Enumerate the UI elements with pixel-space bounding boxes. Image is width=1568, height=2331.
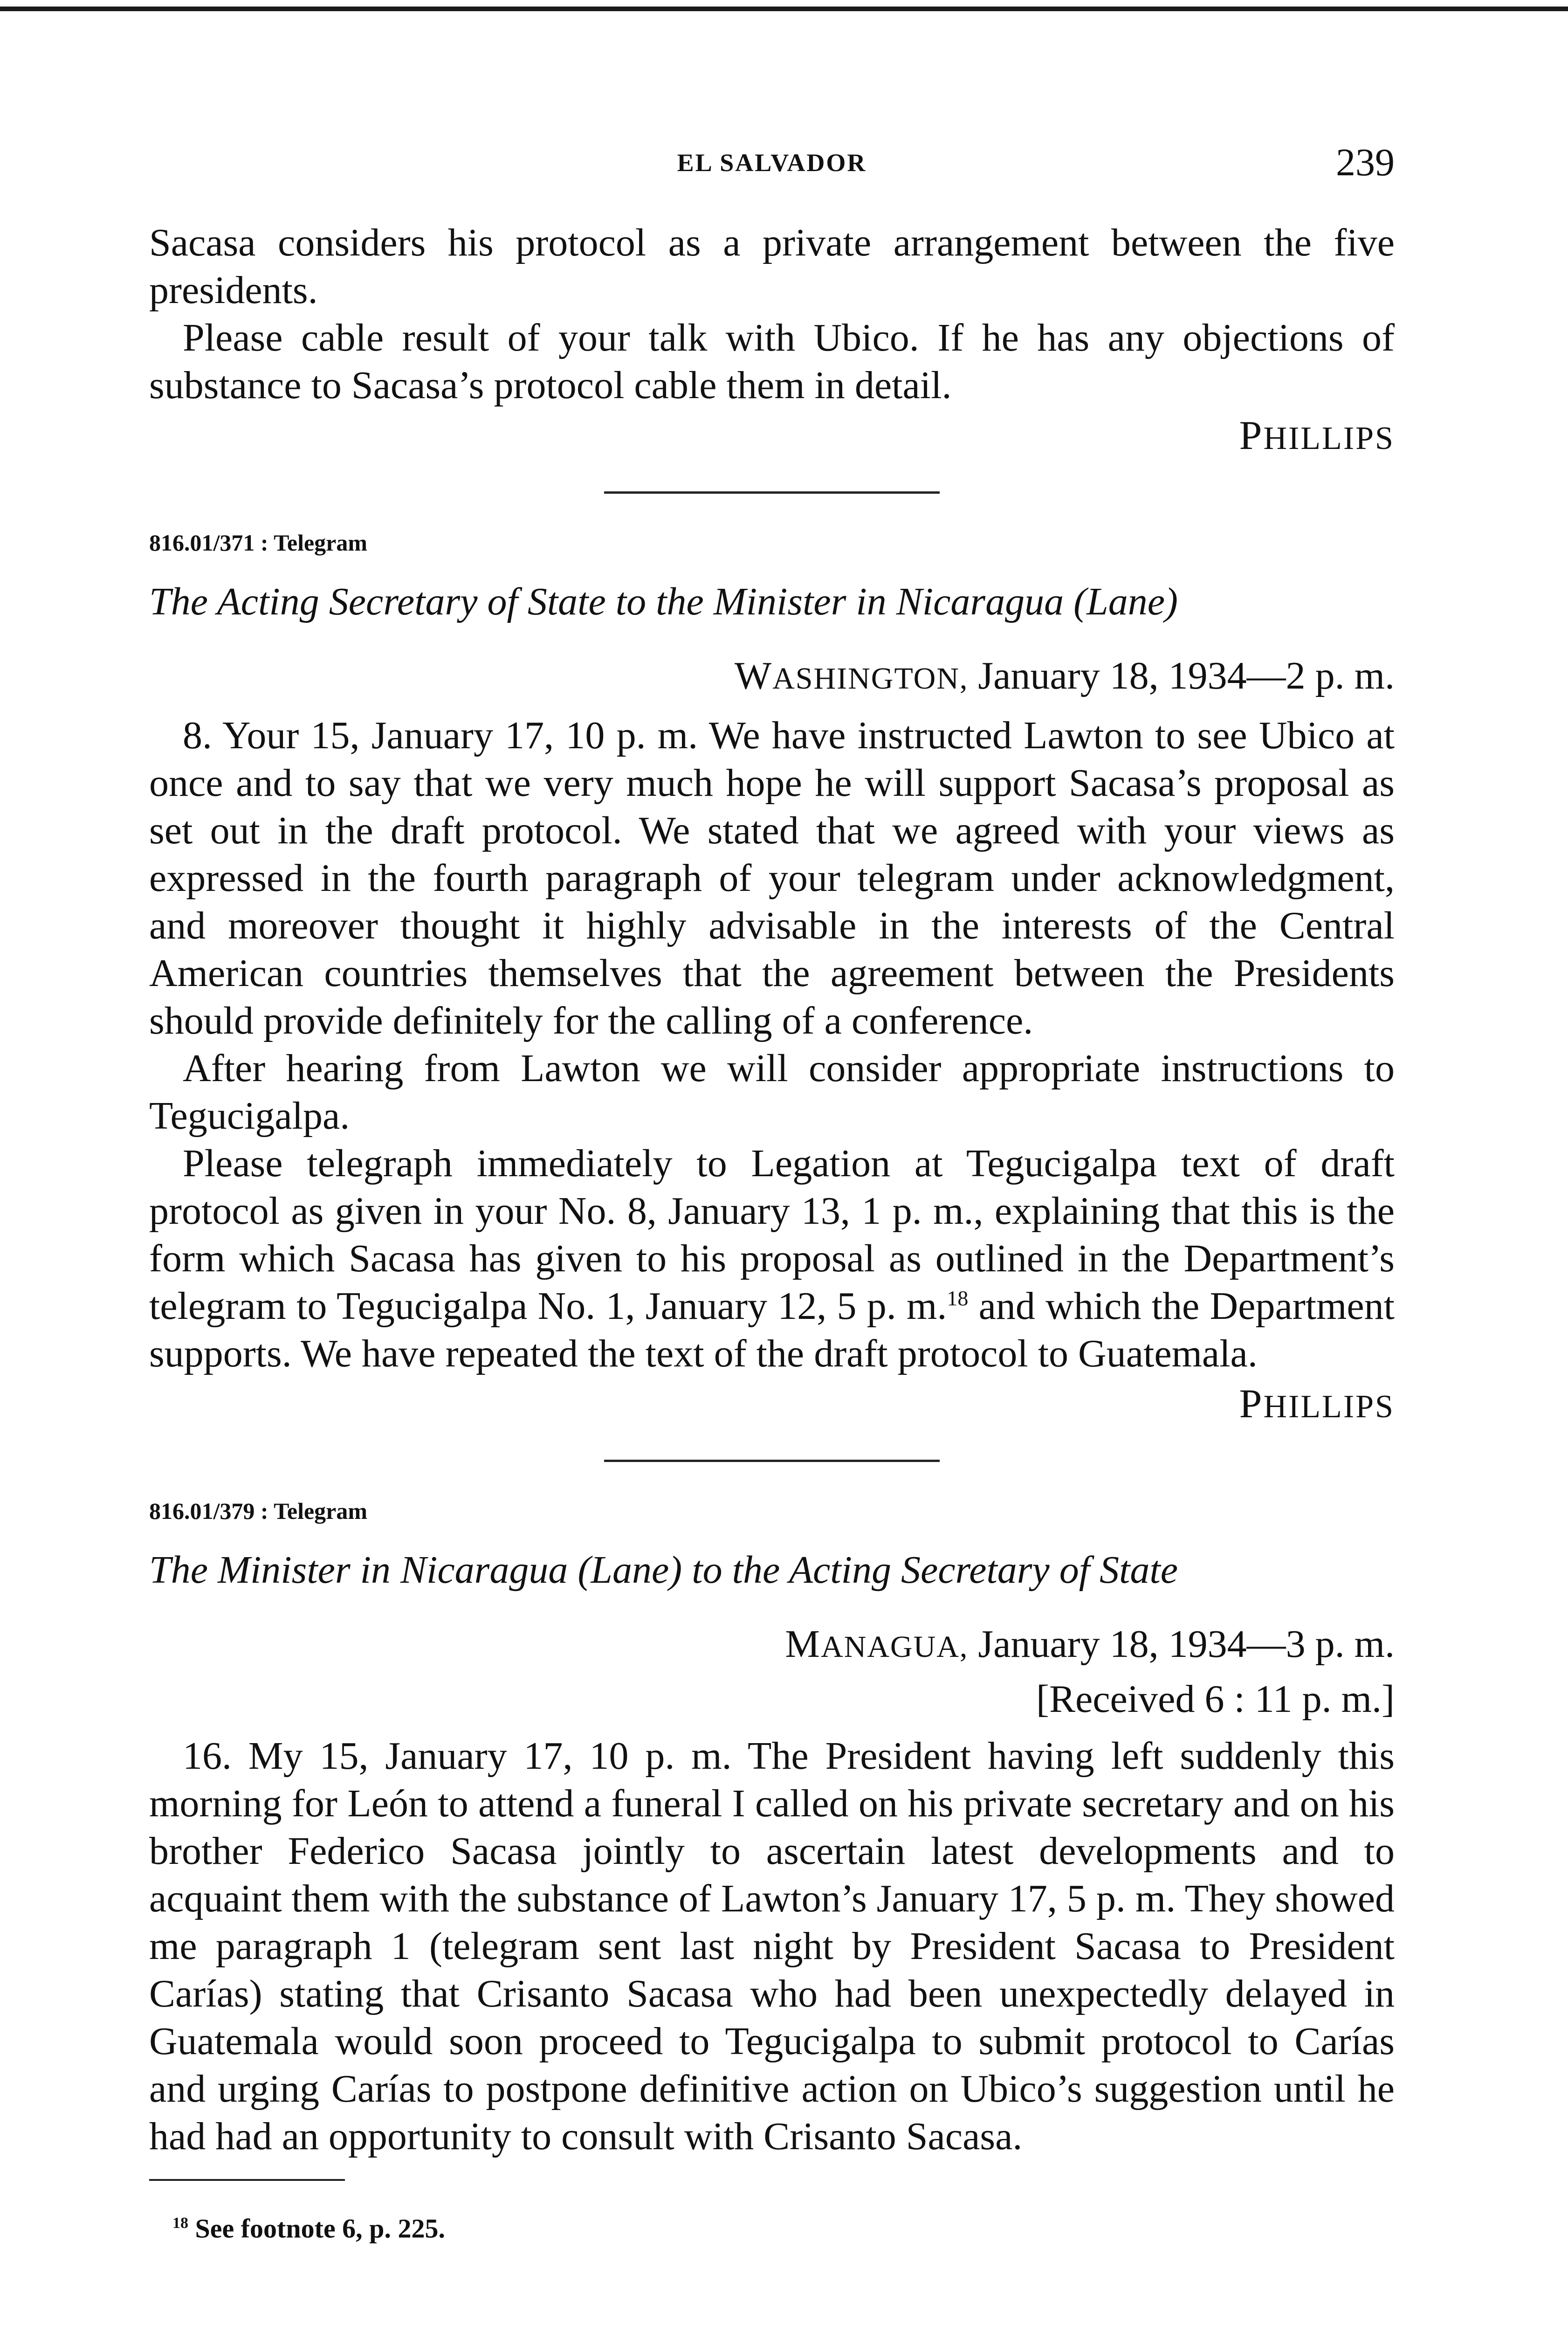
- paragraph-text: Please telegraph immediately to Legation at Tegucigalpa text of draft protocol as given in your No. 8, January 13, 1 p. m., explaining that this is the form which Sacasa has given to his proposal as outlined in the Department’s telegram to Tegucigalpa No. 1, January 12, 5 p. m.: [149, 1142, 1395, 1328]
- file-number: 816.01/379 : Telegram: [149, 1498, 368, 1524]
- place-initial: M: [785, 1622, 821, 1666]
- paragraph-text: and which the Department supports. We have repeated the text of the draft protocol to Guatemala.: [149, 1284, 1395, 1375]
- continued-paragraph: Sacasa considers his protocol as a private arrangement between the five presidents.: [149, 221, 1395, 312]
- top-border-rule: [0, 7, 1568, 11]
- document-title: The Acting Secretary of State to the Minister in Nicaragua (Lane): [149, 580, 1178, 623]
- date: January 18, 1934—2 p. m.: [978, 654, 1395, 697]
- dateline: [149, 652, 1395, 703]
- paragraph: [149, 1140, 1395, 1378]
- paragraph: 16. My 15, January 17, 10 p. m. The President having left suddenly this morning for León to attend a funeral I called on his private secretary and on his brother Federico Sacasa jointly to ascertain latest developments and to acquaint them with the substance of Lawton’s January 17, 5 p. m. They showed me paragraph 1 (telegram sent last night by President Sacasa to President Carías) stating that Crisanto Sacasa who had been unexpectedly delayed in Guatemala would soon proceed to Tegucigalpa to submit protocol to Carías and urging Carías to postpone definitive action on Ubico’s suggestion until he had had an opportunity to consult with Crisanto Sacasa.: [149, 1734, 1395, 2158]
- signature-rest: HILLIPS: [1263, 421, 1395, 456]
- footnote-text: See footnote 6, p. 225.: [195, 2213, 445, 2244]
- signature-rest: HILLIPS: [1263, 1389, 1395, 1425]
- footnote-reference[interactable]: 18: [947, 1286, 969, 1310]
- footnote-divider: [149, 2179, 345, 2181]
- footnote: [149, 2200, 1395, 2252]
- date: January 18, 1934—3 p. m.: [978, 1622, 1395, 1666]
- file-number: 816.01/371 : Telegram: [149, 530, 368, 556]
- paragraph: Please cable result of your talk with Ubico. If he has any objections of substance to Sacasa’s protocol cable them in detail.: [149, 316, 1395, 407]
- section-divider: [604, 491, 940, 494]
- dateline: [149, 1621, 1395, 1671]
- paragraph: 8. Your 15, January 17, 10 p. m. We have instructed Lawton to see Ubico at once and to say that we very much hope he will support Sacasa’s proposal as set out in the draft protocol. We stated that we agreed with your views as expressed in the fourth paragraph of your telegram under acknowledgment, and moreover thought it highly advisable in the interests of the Central American countries themselves that the agreement between the Presidents should provide definitely for the calling of a conference.: [149, 714, 1395, 1042]
- place-initial: W: [734, 654, 773, 697]
- document-title: The Minister in Nicaragua (Lane) to the Acting Secretary of State: [149, 1548, 1178, 1592]
- place-rest: ANAGUA,: [820, 1630, 969, 1664]
- place-rest: ASHINGTON,: [772, 662, 969, 696]
- page-body: [149, 219, 1395, 2252]
- footnote-marker: 18: [172, 2214, 188, 2232]
- signature-phillips: [149, 1380, 1395, 1431]
- section-divider: [604, 1460, 940, 1462]
- signature-initial: P: [1239, 413, 1264, 458]
- running-head: EL SALVADOR: [677, 149, 867, 177]
- received-line: [Received 6 : 11 p. m.]: [1036, 1677, 1395, 1721]
- signature-phillips: [149, 412, 1395, 462]
- paragraph: After hearing from Lawton we will consider appropriate instructions to Tegucigalpa.: [149, 1047, 1395, 1138]
- signature-initial: P: [1239, 1381, 1264, 1427]
- page-number: 239: [1336, 141, 1395, 184]
- page-header: [149, 140, 1395, 191]
